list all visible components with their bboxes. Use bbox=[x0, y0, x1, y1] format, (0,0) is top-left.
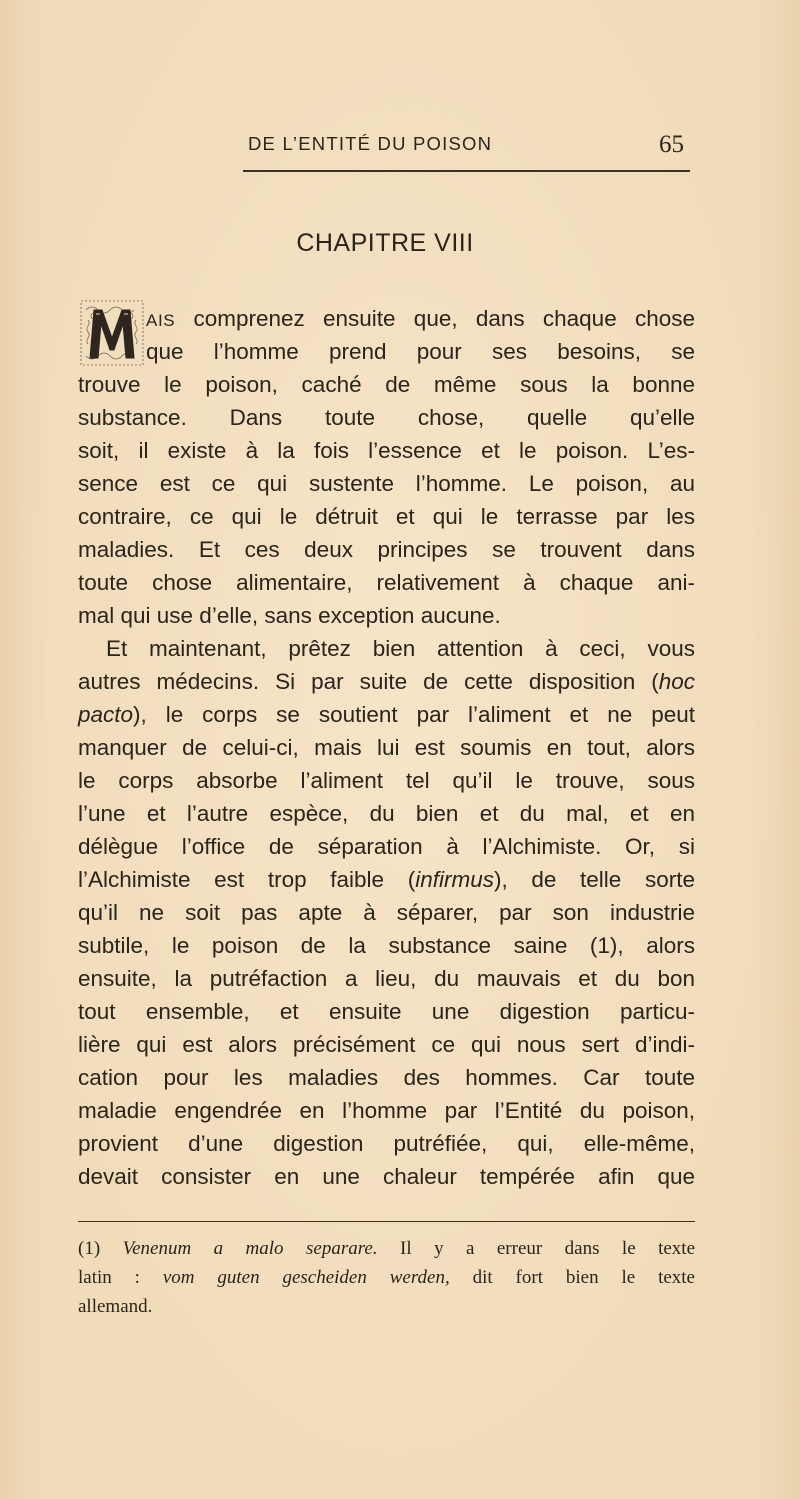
text-line: maladie engendrée en l’homme par l’Entité du poison, bbox=[78, 1098, 695, 1123]
footnote-rule bbox=[78, 1221, 695, 1222]
text-line: ensuite, la putréfaction a lieu, du mauvais et du bon bbox=[78, 966, 695, 991]
text-line: l’une et l’autre espèce, du bien et du mal, et en bbox=[78, 801, 695, 826]
text-line: sence est ce qui sustente l’homme. Le poison, au bbox=[78, 471, 695, 496]
drop-cap-m-icon bbox=[80, 300, 144, 366]
running-head bbox=[248, 133, 698, 163]
text-line: devait consister en une chaleur tempérée afin que bbox=[78, 1164, 695, 1189]
text-line: délègue l’office de séparation à l’Alchimiste. Or, si bbox=[78, 834, 695, 859]
chapter-title: CHAPITRE VIII bbox=[296, 229, 474, 257]
text-line: lière qui est alors précisément ce qui nous sert d’indi- bbox=[78, 1032, 695, 1057]
running-title: DE L’ENTITÉ DU POISON bbox=[248, 133, 493, 154]
page-number: 65 bbox=[659, 131, 684, 158]
text-line: soit, il existe à la fois l’essence et le poison. L’es- bbox=[78, 438, 695, 463]
text-line: contraire, ce qui le détruit et qui le terrasse par les bbox=[78, 504, 695, 529]
text-line: manquer de celui-ci, mais lui est soumis en tout, alors bbox=[78, 735, 695, 760]
text-line: provient d’une digestion putréfiée, qui, elle-même, bbox=[78, 1131, 695, 1156]
text-line: que l’homme prend pour ses besoins, se bbox=[146, 339, 695, 364]
text-line: trouve le poison, caché de même sous la bonne bbox=[78, 372, 695, 397]
footnote-line: allemand. bbox=[78, 1296, 153, 1317]
ornamental-drop-cap bbox=[80, 300, 144, 366]
text-line: mal qui use d’elle, sans exception aucune. bbox=[78, 603, 501, 628]
text-line: le corps absorbe l’aliment tel qu’il le trouve, sous bbox=[78, 768, 695, 793]
text-line: toute chose alimentaire, relativement à chaque ani- bbox=[78, 570, 695, 595]
header-rule bbox=[243, 170, 690, 172]
text-line: qu’il ne soit pas apte à séparer, par son industrie bbox=[78, 900, 695, 925]
text-line: autres médecins. Si par suite de cette disposition (hoc bbox=[78, 669, 695, 694]
text-line: pacto), le corps se soutient par l’aliment et ne peut bbox=[78, 702, 695, 727]
footnote-marker: (1) bbox=[78, 1238, 101, 1259]
text-line: AIS comprenez ensuite que, dans chaque chose bbox=[146, 306, 695, 331]
footnote-line: (1) Venenum a malo separare. Il y a erreur dans le texte bbox=[78, 1238, 695, 1259]
text-line: substance. Dans toute chose, quelle qu’elle bbox=[78, 405, 695, 430]
text-line: cation pour les maladies des hommes. Car toute bbox=[78, 1065, 695, 1090]
text-line: l’Alchimiste est trop faible (infirmus), de telle sorte bbox=[78, 867, 695, 892]
text-line: Et maintenant, prêtez bien attention à ceci, vous bbox=[106, 636, 695, 661]
footnote-line: latin : vom guten gescheiden werden, dit fort bien le texte bbox=[78, 1267, 695, 1288]
text-line: subtile, le poison de la substance saine (1), alors bbox=[78, 933, 695, 958]
text-line: maladies. Et ces deux principes se trouvent dans bbox=[78, 537, 695, 562]
text-line: tout ensemble, et ensuite une digestion particu- bbox=[78, 999, 695, 1024]
